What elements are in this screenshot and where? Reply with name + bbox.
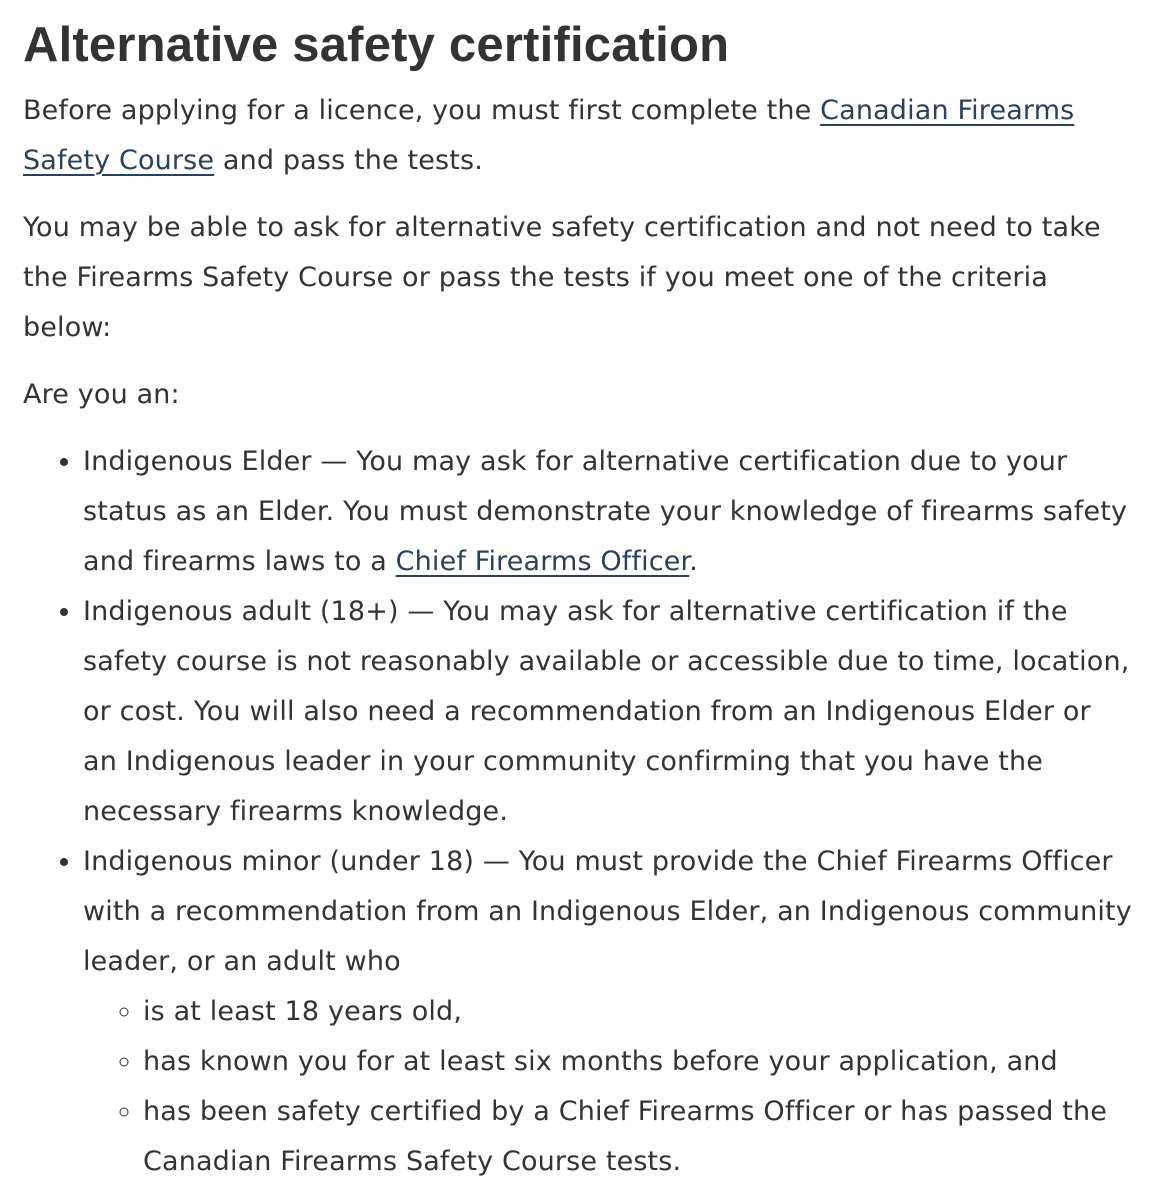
chief-firearms-officer-link[interactable]: Chief Firearms Officer <box>395 546 690 577</box>
question-text: Are you an: <box>23 379 180 410</box>
list-item: ◦ has known you for at least six months before your application, and <box>143 1037 1133 1087</box>
canadian-firearms-safety-course-link[interactable]: Canadian Firearms Safety Course <box>23 95 1075 176</box>
intro-paragraph <box>23 86 1133 186</box>
intro-text-after-link: and pass the tests. <box>214 145 483 176</box>
intro-text-before-link: Before applying for a licence, you must first complete the <box>23 95 821 126</box>
page-title: Alternative safety certification <box>23 18 730 72</box>
adult-requirements-list <box>83 987 1133 1187</box>
elder-text: Indigenous Elder — You may ask for alternative certification due to your status as an Elder. You must demonstrate your knowledge of firearms safety and firearms laws to a <box>83 446 1128 577</box>
list-item: ◦ is at least 18 years old, <box>143 987 1133 1037</box>
minor-text: Indigenous minor (under 18) — You must provide the Chief Firearms Officer with a recommendation from an Indigenous Elder, an Indigenous community leader, or an adult who <box>83 846 1132 977</box>
list-item-indigenous-elder <box>83 437 1133 587</box>
criteria-list <box>23 437 1133 1187</box>
elder-text-end: . <box>689 546 699 577</box>
criteria-paragraph: You may be able to ask for alternative safety certification and not need to take the Firearms Safety Course or pass the tests if you meet one of the criteria below: <box>23 212 1101 343</box>
adult-text: Indigenous adult (18+) — You may ask for alternative certification if the safety course is not reasonably available or accessible due to time, location, or cost. You will also need a recommendation from an Indigenous Elder or an Indigenous leader in your community confirming that you have the necessary firearms knowledge. <box>83 596 1130 827</box>
list-item-indigenous-minor <box>83 837 1133 1187</box>
list-item-indigenous-adult <box>83 587 1133 837</box>
list-item: ◦ has been safety certified by a Chief Firearms Officer or has passed the Canadian Firearms Safety Course tests. <box>143 1087 1133 1187</box>
